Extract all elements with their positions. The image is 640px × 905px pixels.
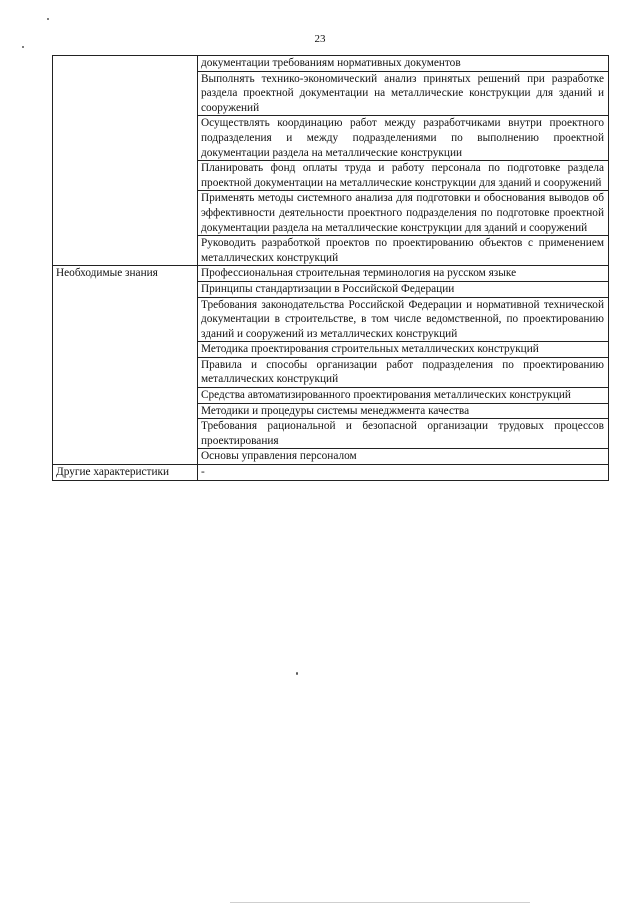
scan-speck	[22, 46, 24, 48]
list-item: Руководить разработкой проектов по проектированию объектов с применением металлических конструкций	[198, 236, 609, 266]
list-item: Принципы стандартизации в Российской Федерации	[198, 281, 609, 297]
row-label	[53, 56, 198, 266]
list-item: Планировать фонд оплаты труда и работу персонала по подготовке раздела проектной документации на металлические конструкции для зданий и сооружений	[198, 161, 609, 191]
table-row	[53, 266, 609, 282]
scan-edge-line	[230, 902, 530, 903]
list-item: Требования законодательства Российской Федерации и нормативной технической документации в строительстве, в том числе ведомственной, по проектированию зданий и сооружений из металлических конструкций	[198, 297, 609, 342]
list-item: Профессиональная строительная терминология на русском языке	[198, 266, 609, 282]
row-label-required-knowledge: Необходимые знания	[53, 266, 198, 465]
list-item: Требования рациональной и безопасной организации трудовых процессов проектирования	[198, 419, 609, 449]
list-item: Осуществлять координацию работ между разработчиками внутри проектного подразделения и между подразделениями по выполнению проектной документации раздела на металлические конструкции	[198, 116, 609, 161]
table-row	[53, 56, 609, 72]
scan-speck	[47, 18, 49, 20]
list-item: -	[198, 465, 609, 481]
list-item: Методика проектирования строительных металлических конструкций	[198, 342, 609, 358]
scan-speck	[296, 672, 298, 675]
list-item: документации требованиям нормативных документов	[198, 56, 609, 72]
list-item: Методики и процедуры системы менеджмента качества	[198, 403, 609, 419]
list-item: Основы управления персоналом	[198, 449, 609, 465]
list-item: Средства автоматизированного проектирования металлических конструкций	[198, 388, 609, 404]
list-item: Выполнять технико-экономический анализ принятых решений при разработке раздела проектной документации на металлические конструкции для зданий и сооружений	[198, 71, 609, 116]
row-label-other-characteristics: Другие характеристики	[53, 465, 198, 481]
list-item: Правила и способы организации работ подразделения по проектированию металлических конструкций	[198, 357, 609, 387]
skills-knowledge-table	[52, 55, 609, 481]
page-number: 23	[314, 33, 326, 45]
table-row	[53, 465, 609, 481]
list-item: Применять методы системного анализа для подготовки и обоснования выводов об эффективности деятельности проектного подразделения по подготовке проектной документации раздела на металлические конструкции для зданий и сооружений	[198, 191, 609, 236]
